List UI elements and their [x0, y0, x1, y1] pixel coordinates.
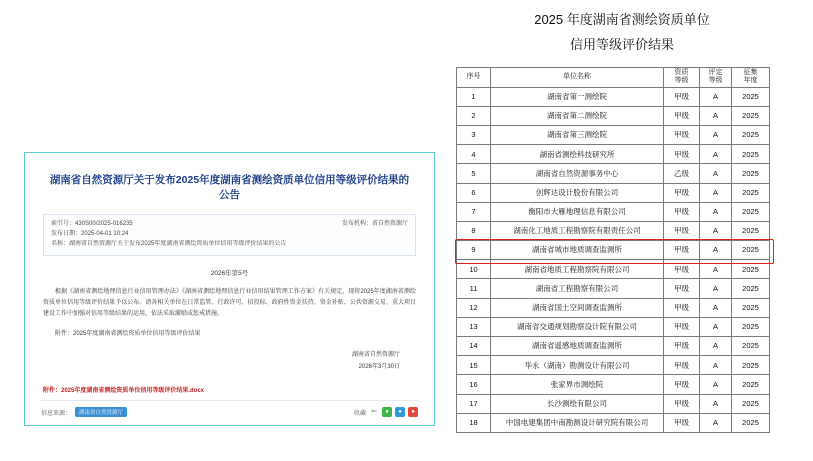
print-icon[interactable]: ●	[408, 407, 418, 417]
cell-grade: A	[700, 183, 732, 202]
share-icon[interactable]: ⇐	[371, 408, 377, 415]
table-body	[457, 87, 770, 432]
table-row	[457, 145, 770, 164]
table-row	[457, 87, 770, 106]
table-row	[457, 298, 770, 317]
cell-year: 2025	[732, 317, 770, 336]
cell-grade: A	[700, 202, 732, 221]
meta-publish-org-label: 发布机构：	[341, 221, 372, 228]
cell-no: 11	[457, 279, 491, 298]
cell-name: 湖南省工程勘察有限公司	[491, 279, 664, 298]
table-row	[457, 317, 770, 336]
cell-qualification: 甲级	[664, 375, 700, 394]
meta-title-label: 名称：	[51, 241, 70, 248]
announcement-title: 湖南省自然资源厅关于发布2025年度湖南省测绘资质单位信用等级评价结果的公告	[49, 174, 410, 201]
cell-no: 14	[457, 337, 491, 356]
cell-name: 湖南省测绘科技研究所	[491, 145, 664, 164]
header-qualification-l2: 等级	[674, 77, 689, 85]
cell-name: 湖南省交通规划勘察设计院有限公司	[491, 317, 664, 336]
credit-rating-table	[456, 67, 770, 433]
meta-publish-org-value: 省自然资源厅	[371, 221, 408, 228]
table-row	[457, 241, 770, 260]
cell-grade: A	[700, 260, 732, 279]
cell-year: 2025	[732, 375, 770, 394]
meta-date-value: 2025-04-01 10:24	[81, 231, 129, 238]
announcement-inner	[25, 153, 434, 425]
table-row	[457, 413, 770, 432]
header-qualification	[664, 68, 700, 87]
table-row	[457, 202, 770, 221]
cell-qualification: 甲级	[664, 145, 700, 164]
cell-no: 1	[457, 87, 491, 106]
cell-name: 创辉达设计股份有限公司	[491, 183, 664, 202]
cell-grade: A	[700, 394, 732, 413]
cell-grade: A	[700, 87, 732, 106]
cell-grade: A	[700, 279, 732, 298]
cell-grade: A	[700, 298, 732, 317]
cell-name: 湖南省第一测绘院	[491, 87, 664, 106]
cell-no: 3	[457, 125, 491, 144]
cell-name: 湖南省第二测绘院	[491, 106, 664, 125]
cell-name: 湖南省地质工程勘察院有限公司	[491, 260, 664, 279]
table-row	[457, 279, 770, 298]
cell-qualification: 甲级	[664, 202, 700, 221]
cell-name: 张家界市测绘院	[491, 375, 664, 394]
cell-year: 2025	[732, 241, 770, 260]
cell-qualification: 甲级	[664, 298, 700, 317]
header-name: 单位名称	[491, 68, 664, 87]
cell-grade: A	[700, 106, 732, 125]
cell-qualification: 甲级	[664, 356, 700, 375]
meta-date-label: 发布日期：	[51, 231, 82, 238]
cell-no: 16	[457, 375, 491, 394]
cell-name: 湖南省自然资源事务中心	[491, 164, 664, 183]
source-badge: 湖南省自然资源厅	[75, 407, 127, 417]
cell-qualification: 甲级	[664, 260, 700, 279]
cell-name: 湖南省国土空间调查监测所	[491, 298, 664, 317]
meta-index	[51, 220, 133, 230]
cell-no: 7	[457, 202, 491, 221]
cell-grade: A	[700, 413, 732, 432]
table-row	[457, 356, 770, 375]
cell-qualification: 甲级	[664, 106, 700, 125]
cell-qualification: 甲级	[664, 413, 700, 432]
cell-no: 8	[457, 221, 491, 240]
cell-grade: A	[700, 164, 732, 183]
cell-year: 2025	[732, 337, 770, 356]
cell-qualification: 甲级	[664, 317, 700, 336]
cell-name: 湖南省城市地质调查监测所	[491, 241, 664, 260]
cell-no: 9	[457, 241, 491, 260]
cell-year: 2025	[732, 413, 770, 432]
meta-row-date	[51, 230, 408, 240]
cell-no: 17	[457, 394, 491, 413]
announcement-card	[24, 152, 435, 426]
wechat-share-icon[interactable]: ●	[382, 407, 392, 417]
table-row	[457, 260, 770, 279]
cell-year: 2025	[732, 164, 770, 183]
header-no: 序号	[457, 68, 491, 87]
table-title	[452, 8, 792, 57]
header-grade-l1: 评定	[708, 68, 723, 76]
announcement-meta	[43, 214, 416, 256]
cell-qualification: 甲级	[664, 125, 700, 144]
cell-year: 2025	[732, 125, 770, 144]
cell-name: 衡阳市大雁地理信息有限公司	[491, 202, 664, 221]
attachment-line: 附件：2025年度湖南省测绘资质单位信用等级评价结果	[55, 331, 201, 338]
cell-qualification: 甲级	[664, 241, 700, 260]
cell-qualification: 甲级	[664, 394, 700, 413]
header-year	[732, 68, 770, 87]
cell-grade: A	[700, 221, 732, 240]
cell-year: 2025	[732, 106, 770, 125]
cell-qualification: 甲级	[664, 337, 700, 356]
table-title-line1: 2025 年度湖南省测绘资质单位	[534, 12, 710, 27]
cell-year: 2025	[732, 298, 770, 317]
collect-label[interactable]: 收藏	[353, 410, 366, 417]
cell-no: 6	[457, 183, 491, 202]
cell-no: 4	[457, 145, 491, 164]
announcement-body: 根据《湖南省测绘地理信息行业信用管理办法》《湖南省测绘地理信息行业信用结果管理工作方案》有关规定，现将2025年度湖南省测绘资质单位信用等级评价结果予以公布。请各相关单位在日常监管、行政许可、招投标、政府性资金扶持、资金补贴、公共资源交易、重大项目建设工作中加强对信用等级结果的运用，依法采取激励或惩戒措施。	[43, 289, 416, 318]
cell-grade: A	[700, 145, 732, 164]
source-label: 信息来源：	[41, 410, 72, 417]
cell-year: 2025	[732, 279, 770, 298]
table-row	[457, 375, 770, 394]
cell-no: 13	[457, 317, 491, 336]
cell-name: 华永（湖南）勘测设计有限公司	[491, 356, 664, 375]
cell-year: 2025	[732, 221, 770, 240]
table-header-row	[457, 68, 770, 87]
meta-title-value: 湖南省自然资源厅关于发布2025年度湖南省测绘资质单位信用等级评价结果的公告	[69, 241, 287, 248]
cell-grade: A	[700, 317, 732, 336]
table-row	[457, 106, 770, 125]
cell-name: 湖南省遥感地质调查监测所	[491, 337, 664, 356]
cell-name: 湖南化工地质工程勘察院有限责任公司	[491, 221, 664, 240]
cell-grade: A	[700, 356, 732, 375]
cell-no: 12	[457, 298, 491, 317]
table-row	[457, 394, 770, 413]
cell-name: 中国电建集团中南勘测设计研究院有限公司	[491, 413, 664, 432]
header-grade-l2: 等级	[708, 77, 723, 85]
attachment-download-link[interactable]: 附件：2025年度湖南省测绘资质单位信用等级评价结果.docx	[43, 387, 205, 394]
table-row	[457, 125, 770, 144]
cell-no: 18	[457, 413, 491, 432]
cell-year: 2025	[732, 394, 770, 413]
meta-index-label: 索引号：	[51, 221, 76, 228]
cell-year: 2025	[732, 260, 770, 279]
table-row	[457, 183, 770, 202]
cell-year: 2025	[732, 183, 770, 202]
meta-publish-org	[342, 220, 408, 230]
cell-no: 10	[457, 260, 491, 279]
header-year-l2: 年度	[743, 77, 758, 85]
cell-qualification: 甲级	[664, 183, 700, 202]
footer-share-bar[interactable]	[354, 407, 418, 417]
table-title-line2: 信用等级评价结果	[569, 36, 674, 52]
cell-year: 2025	[732, 87, 770, 106]
table-row	[457, 337, 770, 356]
meta-index-value: 430S00/2025-016235	[75, 221, 133, 228]
signature-date: 2026年3月30日	[358, 363, 400, 370]
header-qualification-l1: 资质	[674, 68, 689, 76]
meta-row-index	[51, 220, 408, 230]
table-row	[457, 164, 770, 183]
meta-row-title	[51, 240, 408, 250]
cell-qualification: 甲级	[664, 87, 700, 106]
signature-org: 湖南省自然资源厅	[351, 352, 400, 359]
cell-qualification: 甲级	[664, 279, 700, 298]
cell-grade: A	[700, 337, 732, 356]
cell-year: 2025	[732, 202, 770, 221]
cell-grade: A	[700, 241, 732, 260]
cell-name: 湖南省第三测绘院	[491, 125, 664, 144]
weibo-share-icon[interactable]: ●	[395, 407, 405, 417]
footer-source	[41, 407, 127, 417]
result-table-section	[452, 0, 792, 433]
meta-date	[51, 230, 128, 240]
cell-year: 2025	[732, 145, 770, 164]
cell-no: 5	[457, 164, 491, 183]
cell-grade: A	[700, 375, 732, 394]
cell-qualification: 甲级	[664, 221, 700, 240]
header-grade	[700, 68, 732, 87]
cell-name: 长沙测绘有限公司	[491, 394, 664, 413]
cell-no: 15	[457, 356, 491, 375]
cell-grade: A	[700, 125, 732, 144]
table-row	[457, 221, 770, 240]
cell-no: 2	[457, 106, 491, 125]
cell-year: 2025	[732, 356, 770, 375]
document-number: 2026年第5号	[210, 270, 249, 278]
header-year-l1: 征集	[743, 68, 758, 76]
cell-qualification: 乙级	[664, 164, 700, 183]
announcement-footer	[41, 400, 418, 417]
